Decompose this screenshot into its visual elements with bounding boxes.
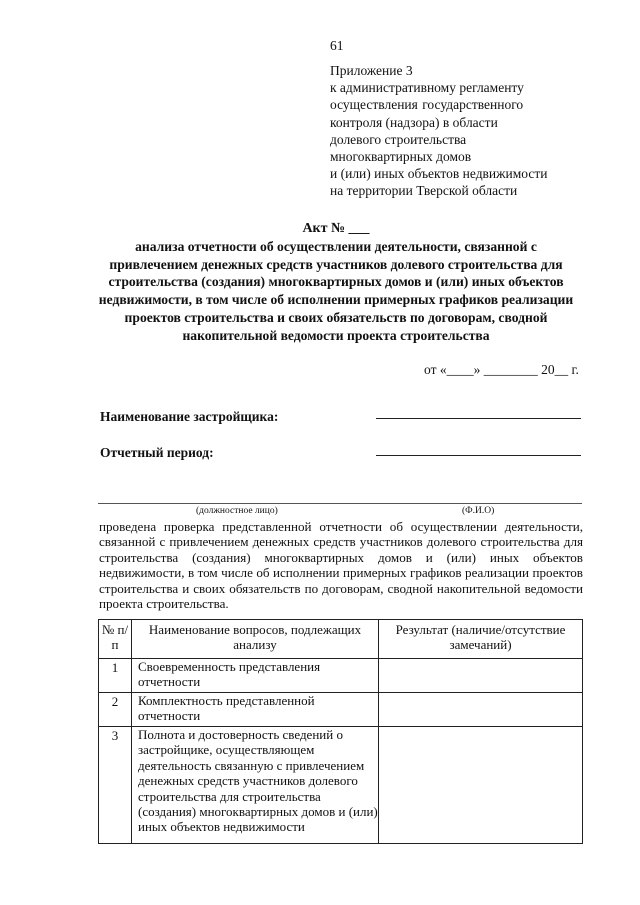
- signature-line: [98, 503, 582, 504]
- period-label: Отчетный период:: [100, 445, 214, 460]
- name-caption: (Ф.И.О): [462, 506, 495, 516]
- period-line: [376, 455, 581, 456]
- appendix-line: Приложение 3: [330, 63, 413, 78]
- position-caption: (должностное лицо): [196, 506, 278, 516]
- appendix-line: контроля (надзора) в области: [330, 114, 498, 130]
- page-number: 61: [330, 38, 344, 53]
- row-num: 3: [99, 727, 132, 844]
- appendix-line: на территории Тверской области: [330, 183, 518, 199]
- row-question: Полнота и достоверность сведений о застройщике, осуществляющем деятельность связанную с привлечением денежных средств участников долевого строительства для строительства (создания) многоквартирных домов и (или) иных объектов недвижимости: [132, 727, 379, 844]
- table-row: [99, 659, 583, 693]
- appendix-line: многоквартирных домов: [330, 149, 472, 165]
- table-row: [99, 693, 583, 727]
- act-subtitle: анализа отчетности об осуществлении деятельности, связанной с привлечением денежных средств участников долевого строительства для строительства (создания) многоквартирных домов и (или) иных объектов недвижимости, в том числе об исполнении примерных графиков реализации проектов строительства и своих обязательств по договорам, сводной накопительной ведомости проекта строительства: [98, 238, 574, 343]
- header-result: Результат (наличие/отсутствие замечаний): [379, 620, 583, 659]
- header-num: № п/п: [99, 620, 132, 659]
- row-question: Комплектность представленной отчетности: [132, 693, 379, 727]
- table-header-row: [99, 620, 583, 659]
- check-paragraph: проведена проверка представленной отчетности об осуществлении деятельности, связанной с привлечением денежных средств участников долевого строительства для строительства (создания) многоквартирных домов и (или) иных объектов недвижимости, в том числе об исполнении примерных графиков реализации проектов строительства и своих обязательств по договорам, сводной накопительной ведомости проекта строительства.: [99, 519, 583, 612]
- developer-line: [376, 418, 581, 419]
- questions-table: [98, 619, 583, 844]
- act-title-block: [96, 220, 576, 345]
- appendix-line: осуществления государственного: [330, 97, 524, 113]
- row-result[interactable]: [379, 693, 583, 727]
- row-num: 2: [99, 693, 132, 727]
- appendix-line: и (или) иных объектов недвижимости: [330, 166, 548, 182]
- developer-label: Наименование застройщика:: [100, 409, 279, 424]
- table-row: [99, 727, 583, 844]
- row-num: 1: [99, 659, 132, 693]
- act-date: от «____» ________ 20__ г.: [424, 362, 579, 377]
- header-question: Наименование вопросов, подлежащих анализу: [132, 620, 379, 659]
- appendix-line: долевого строительства: [330, 131, 467, 147]
- row-result[interactable]: [379, 659, 583, 693]
- row-result[interactable]: [379, 727, 583, 844]
- appendix-header: [330, 62, 620, 200]
- act-title: Акт № ___: [302, 221, 370, 236]
- appendix-line: к административному регламенту: [330, 80, 524, 96]
- row-question: Своевременность представления отчетности: [132, 659, 379, 693]
